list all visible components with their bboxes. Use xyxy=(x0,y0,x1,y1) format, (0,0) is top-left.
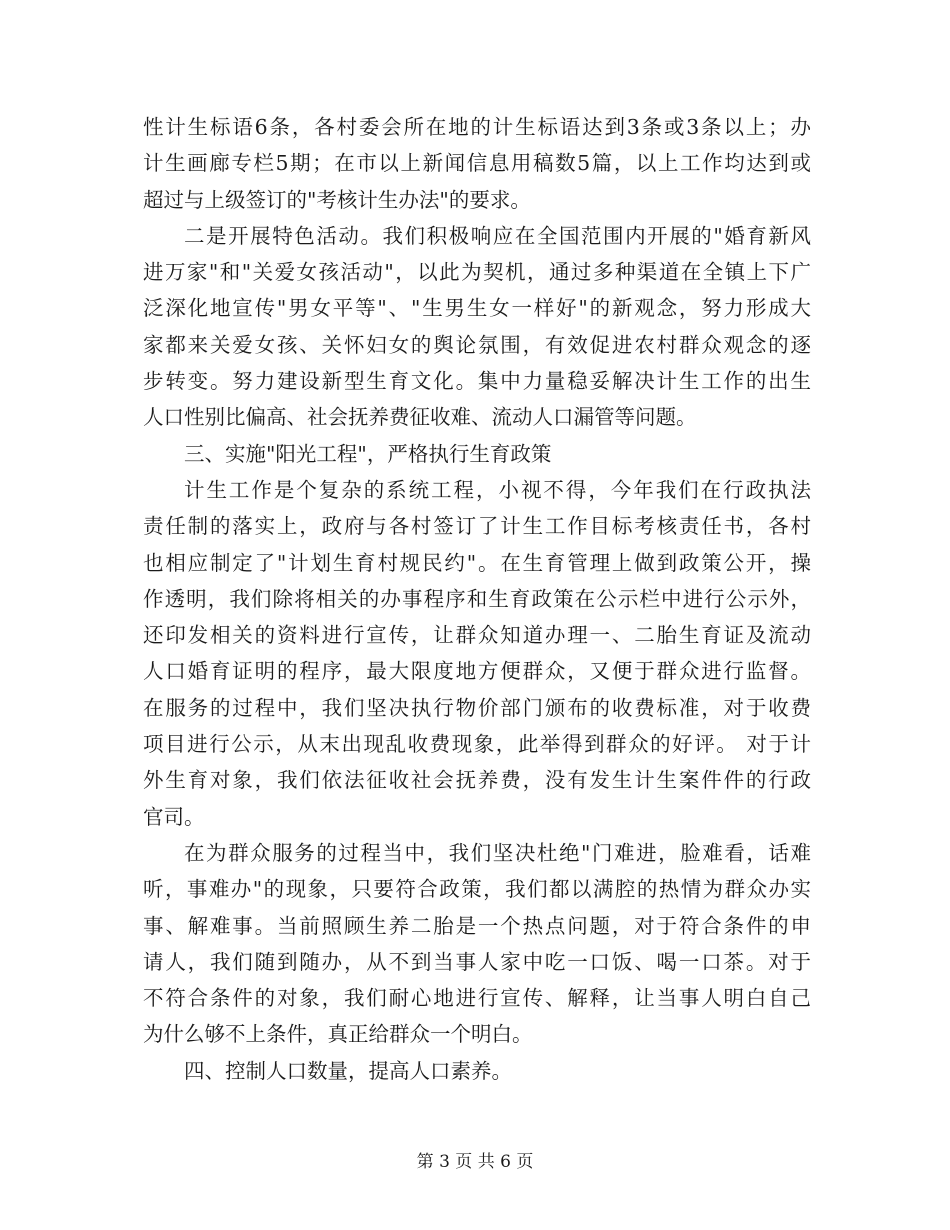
text-line: 也相应制定了"计划生育村规民约"。在生育管理上做到政策公开，操 xyxy=(143,550,811,575)
text-line: 责任制的落实上，政府与各村签订了计生工作目标考核责任书，各村 xyxy=(143,514,811,539)
paragraph xyxy=(143,436,811,472)
text-line: 不符合条件的对象，我们耐心地进行宣传、解释，让当事人明白自己 xyxy=(143,986,811,1011)
text-line: 外生育对象，我们依法征收社会抚养费，没有发生计生案件件的行政 xyxy=(143,768,811,793)
paragraph xyxy=(143,472,811,835)
text-line: 三、实施"阳光工程"，严格执行生育政策 xyxy=(184,441,552,466)
text-line: 家都来关爱女孩、关怀妇女的舆论氛围，有效促进农村群众观念的逐 xyxy=(143,332,811,357)
text-line: 事、解难事。当前照顾生养二胎是一个热点问题，对于符合条件的申 xyxy=(143,913,811,938)
paragraph xyxy=(143,218,811,436)
text-line: 项目进行公示，从末出现乱收费现象，此举得到群众的好评。 对于计 xyxy=(143,732,811,757)
paragraph xyxy=(143,1053,811,1089)
document-body xyxy=(143,109,811,1089)
text-line: 进万家"和"关爱女孩活动"，以此为契机，通过多种渠道在全镇上下广 xyxy=(143,260,811,285)
text-line: 超过与上级签订的"考核计生办法"的要求。 xyxy=(143,187,531,212)
text-line: 作透明，我们除将相关的办事程序和生育政策在公示栏中进行公示外， xyxy=(143,586,811,611)
text-line: 人口婚育证明的程序，最大限度地方便群众，又便于群众进行监督。 xyxy=(143,659,811,684)
text-line: 请人，我们随到随办，从不到当事人家中吃一口饭、喝一口茶。对于 xyxy=(143,949,811,974)
text-line: 计生工作是个复杂的系统工程，小视不得，今年我们在行政执法 xyxy=(184,477,811,502)
text-line: 步转变。努力建设新型生育文化。集中力量稳妥解决计生工作的出生 xyxy=(143,369,811,394)
text-line: 官司。 xyxy=(143,804,205,829)
text-line: 泛深化地宣传"男女平等"、"生男生女一样好"的新观念，努力形成大 xyxy=(143,296,811,321)
text-line: 性计生标语6条，各村委会所在地的计生标语达到3条或3条以上；办 xyxy=(143,115,811,139)
paragraph xyxy=(143,835,811,1053)
text-line: 二是开展特色活动。我们积极响应在全国范围内开展的"婚育新风 xyxy=(184,223,811,248)
text-line: 人口性别比偏高、社会抚养费征收难、流动人口漏管等问题。 xyxy=(143,405,697,430)
paragraph xyxy=(143,109,811,218)
text-line: 四、控制人口数量，提高人口素养。 xyxy=(184,1058,512,1083)
text-line: 在服务的过程中，我们坚决执行物价部门颁布的收费标准，对于收费 xyxy=(143,695,811,720)
text-line: 计生画廊专栏5期；在市以上新闻信息用稿数5篇，以上工作均达到或 xyxy=(143,151,811,176)
page-footer: 第 3 页 共 6 页 xyxy=(416,1152,534,1172)
text-line: 听，事难办"的现象，只要符合政策，我们都以满腔的热情为群众办实 xyxy=(143,877,811,902)
text-line: 为什么够不上条件，真正给群众一个明白。 xyxy=(143,1022,533,1047)
text-line: 还印发相关的资料进行宣传，让群众知道办理一、二胎生育证及流动 xyxy=(143,623,811,648)
text-line: 在为群众服务的过程当中，我们坚决杜绝"门难进，脸难看，话难 xyxy=(184,840,811,865)
